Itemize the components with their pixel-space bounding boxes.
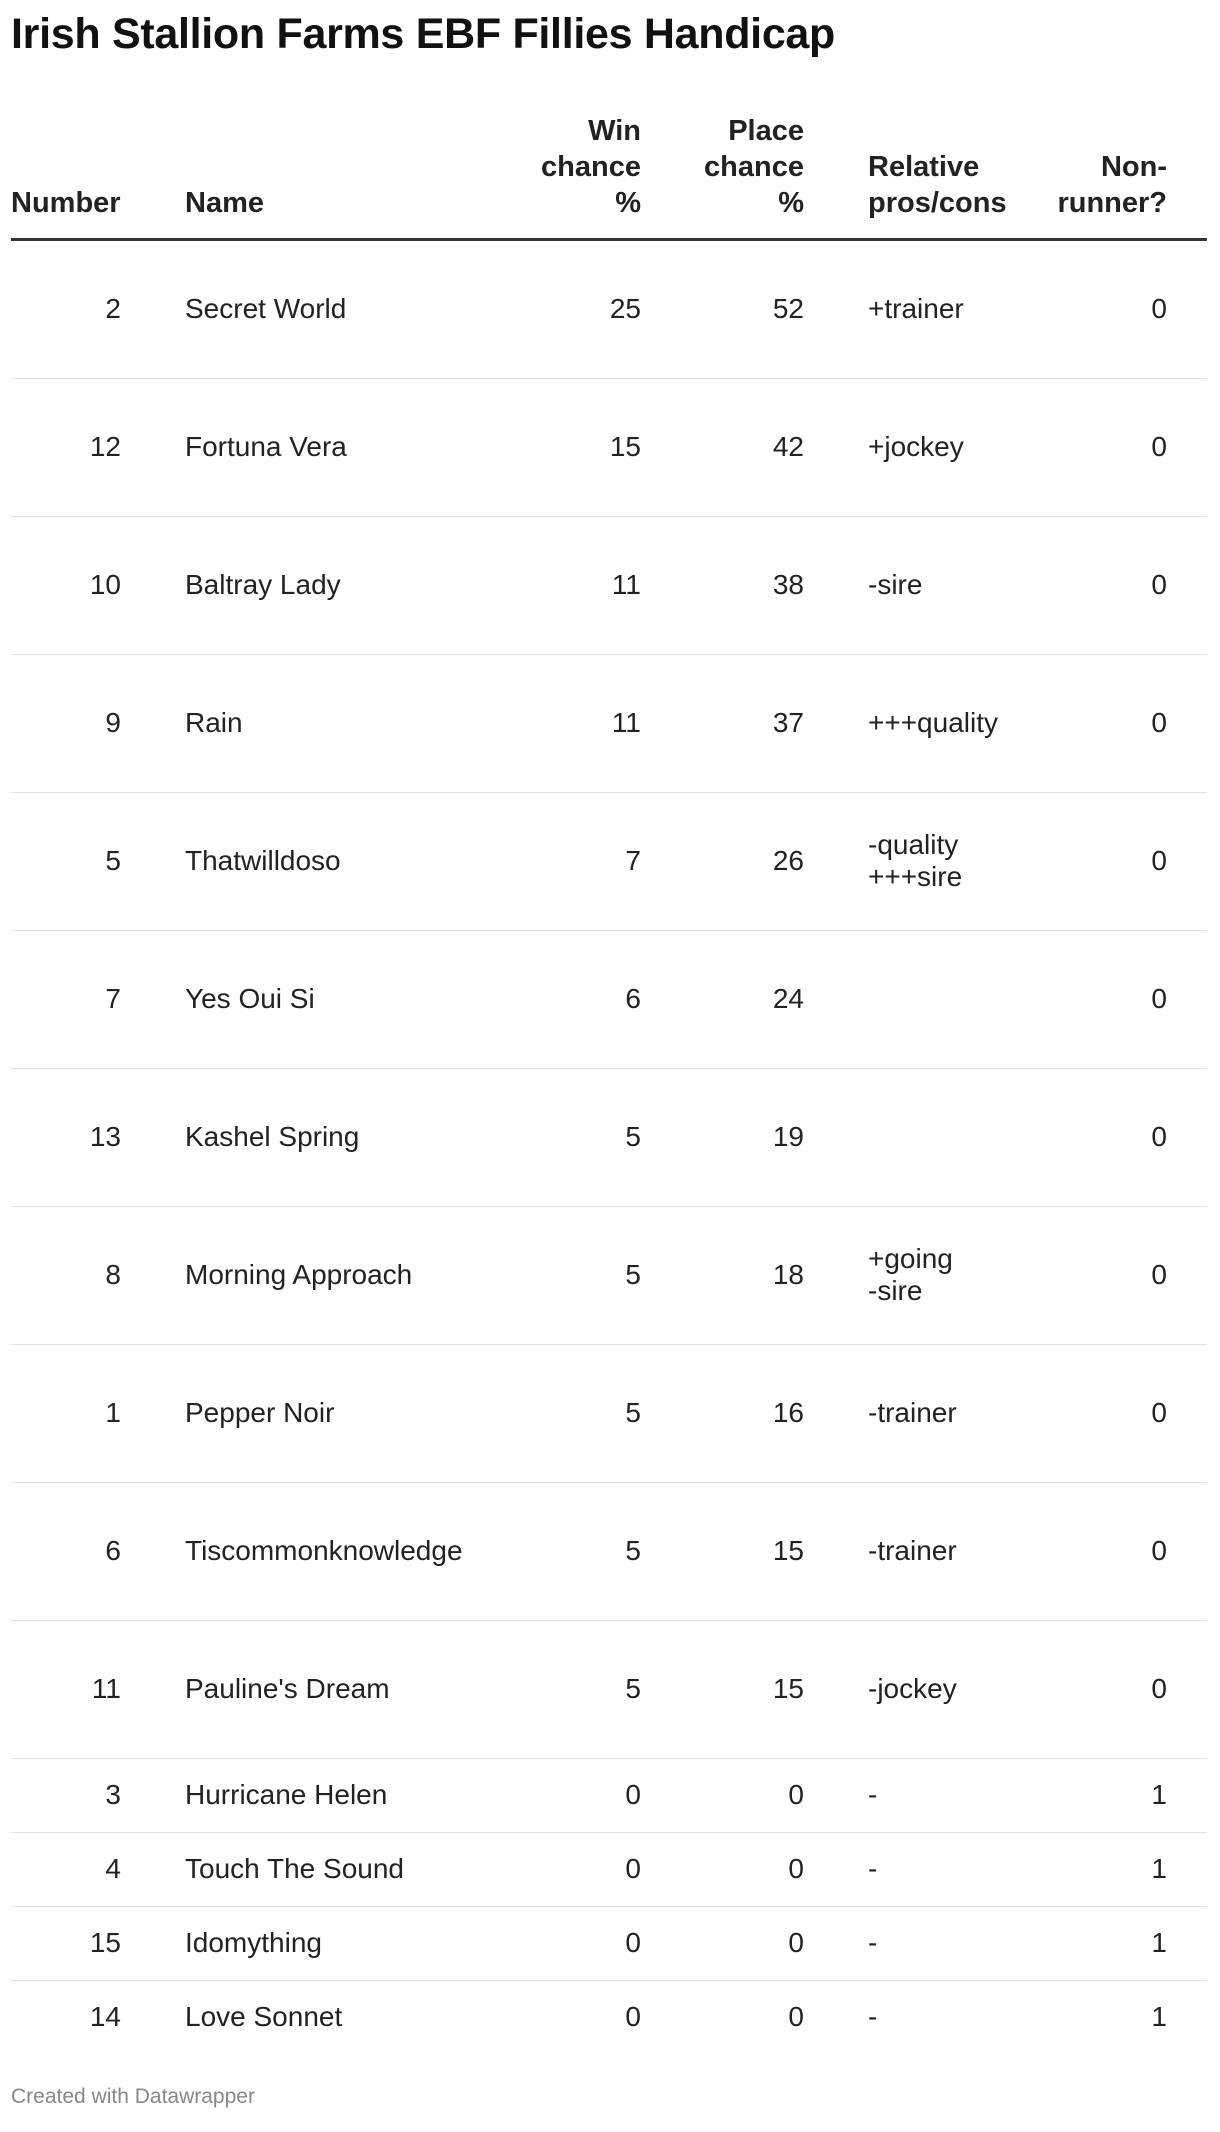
header-label-line: runner? <box>1057 186 1167 219</box>
cell-name: Touch The Sound <box>185 1832 505 1906</box>
cell-non-runner: 1 <box>1045 1758 1167 1832</box>
header-label-line: Win <box>588 114 641 147</box>
cell-pros-cons <box>868 378 1045 516</box>
table-row <box>11 792 1207 930</box>
cell-non-runner: 0 <box>1045 654 1167 792</box>
cell-win-chance: 5 <box>505 1620 641 1758</box>
cell-win-chance: 11 <box>505 516 641 654</box>
header-label-line: chance <box>541 150 641 183</box>
cell-pros-cons <box>868 1832 1045 1906</box>
pros-cons-item: -jockey <box>868 1673 957 1705</box>
cell-number: 14 <box>89 2001 121 2033</box>
pros-cons-item: - <box>868 2001 878 2033</box>
col-header-place-chance[interactable] <box>641 113 804 240</box>
cell-win-chance: 5 <box>505 1482 641 1620</box>
cell-name: Tiscommonknowledge <box>185 1482 505 1620</box>
cell-win-chance: 5 <box>505 1206 641 1344</box>
header-label-line: Non- <box>1100 150 1167 183</box>
cell-name: Yes Oui Si <box>185 930 505 1068</box>
table-row <box>11 1620 1207 1758</box>
cell-place-chance: 52 <box>641 239 804 378</box>
cell-pros-cons <box>868 654 1045 792</box>
cell-place-chance: 15 <box>641 1482 804 1620</box>
runners-table <box>11 113 1207 2054</box>
cell-win-chance: 0 <box>505 1906 641 1980</box>
cell-win-chance: 15 <box>505 378 641 516</box>
cell-win-chance: 11 <box>505 654 641 792</box>
table-body <box>11 239 1207 2054</box>
cell-pros-cons <box>868 1758 1045 1832</box>
cell-non-runner: 0 <box>1045 239 1167 378</box>
cell-place-chance: 18 <box>641 1206 804 1344</box>
pros-cons-item: - <box>868 1779 878 1811</box>
chart-title: Irish Stallion Farms EBF Fillies Handicap <box>11 10 836 58</box>
table-row <box>11 654 1207 792</box>
cell-name: Baltray Lady <box>185 516 505 654</box>
table-row <box>11 1980 1207 2054</box>
table-row <box>11 1068 1207 1206</box>
pros-cons-item: - <box>868 1853 878 1885</box>
cell-name: Idomything <box>185 1906 505 1980</box>
header-label-line: Name <box>185 186 264 219</box>
table-row <box>11 1832 1207 1906</box>
cell-pros-cons <box>868 239 1045 378</box>
pros-cons-item: +++quality <box>868 707 998 739</box>
cell-pros-cons <box>868 1068 1045 1206</box>
col-header-name[interactable] <box>185 113 505 240</box>
pros-cons-item: -trainer <box>868 1397 957 1429</box>
cell-name: Pepper Noir <box>185 1344 505 1482</box>
cell-non-runner: 0 <box>1045 1206 1167 1344</box>
pros-cons-item: +trainer <box>868 293 964 325</box>
cell-number: 7 <box>11 930 121 1068</box>
cell-name: Fortuna Vera <box>185 378 505 516</box>
cell-number: 12 <box>11 378 121 516</box>
cell-number: 6 <box>11 1482 121 1620</box>
cell-name: Hurricane Helen <box>185 1758 505 1832</box>
cell-number: 10 <box>11 516 121 654</box>
cell-place-chance: 0 <box>641 1832 804 1906</box>
table-row <box>11 516 1207 654</box>
cell-non-runner: 1 <box>1151 2001 1167 2033</box>
pros-cons-item: +jockey <box>868 431 964 463</box>
cell-win-chance: 0 <box>505 1758 641 1832</box>
table-row <box>11 1344 1207 1482</box>
cell-place-chance: 24 <box>641 930 804 1068</box>
header-label-line: % <box>778 186 804 219</box>
cell-place-chance: 38 <box>641 516 804 654</box>
cell-pros-cons <box>868 1906 1045 1980</box>
header-label-line: pros/cons <box>868 186 1007 219</box>
pros-cons-item: +++sire <box>868 861 963 893</box>
cell-non-runner: 0 <box>1045 1620 1167 1758</box>
cell-pros-cons <box>868 1206 1045 1344</box>
cell-number: 15 <box>11 1906 121 1980</box>
cell-name: Kashel Spring <box>185 1068 505 1206</box>
cell-non-runner: 0 <box>1045 792 1167 930</box>
cell-name: Secret World <box>185 239 505 378</box>
table-row <box>11 239 1207 378</box>
col-header-number[interactable] <box>11 113 121 240</box>
cell-pros-cons <box>868 1620 1045 1758</box>
cell-place-chance: 16 <box>641 1344 804 1482</box>
cell-place-chance: 0 <box>788 2001 804 2033</box>
header-label-line: Place <box>728 114 804 147</box>
cell-pros-cons <box>868 930 1045 1068</box>
cell-win-chance: 0 <box>625 2001 641 2033</box>
table-row <box>11 1906 1207 1980</box>
cell-number: 5 <box>11 792 121 930</box>
pros-cons-item: -sire <box>868 1275 923 1307</box>
cell-win-chance: 25 <box>505 239 641 378</box>
pros-cons-item: -quality <box>868 829 959 861</box>
header-label-line: Number <box>11 186 121 219</box>
table-row <box>11 1482 1207 1620</box>
cell-place-chance: 26 <box>641 792 804 930</box>
cell-pros-cons <box>868 516 1045 654</box>
cell-number: 2 <box>11 239 121 378</box>
cell-name: Morning Approach <box>185 1206 505 1344</box>
cell-place-chance: 42 <box>641 378 804 516</box>
cell-place-chance: 37 <box>641 654 804 792</box>
cell-place-chance: 0 <box>641 1906 804 1980</box>
cell-name: Thatwilldoso <box>185 792 505 930</box>
table-row <box>11 930 1207 1068</box>
cell-non-runner: 1 <box>1045 1906 1167 1980</box>
cell-place-chance: 19 <box>641 1068 804 1206</box>
col-header-pros-cons[interactable] <box>868 113 1045 240</box>
header-row <box>11 113 1207 240</box>
cell-win-chance: 5 <box>505 1344 641 1482</box>
cell-non-runner: 1 <box>1045 1832 1167 1906</box>
cell-number: 13 <box>11 1068 121 1206</box>
table-row <box>11 378 1207 516</box>
header-label-line: Relative <box>868 150 980 183</box>
cell-non-runner: 0 <box>1045 1482 1167 1620</box>
col-header-win-chance[interactable] <box>505 113 641 240</box>
cell-number: 9 <box>11 654 121 792</box>
cell-number: 8 <box>11 1206 121 1344</box>
cell-non-runner: 0 <box>1045 1344 1167 1482</box>
cell-place-chance: 15 <box>641 1620 804 1758</box>
cell-name: Pauline's Dream <box>185 1620 505 1758</box>
table-row <box>11 1758 1207 1832</box>
cell-non-runner: 0 <box>1045 516 1167 654</box>
cell-win-chance: 0 <box>505 1832 641 1906</box>
cell-non-runner: 0 <box>1045 378 1167 516</box>
cell-win-chance: 5 <box>505 1068 641 1206</box>
cell-win-chance: 7 <box>505 792 641 930</box>
header-label-line: chance <box>704 150 804 183</box>
cell-place-chance: 0 <box>641 1758 804 1832</box>
cell-non-runner: 0 <box>1045 1068 1167 1206</box>
cell-number: 1 <box>11 1344 121 1482</box>
cell-pros-cons <box>868 1980 1045 2054</box>
cell-win-chance: 6 <box>505 930 641 1068</box>
cell-pros-cons <box>868 1344 1045 1482</box>
pros-cons-item: -trainer <box>868 1535 957 1567</box>
pros-cons-item: +going <box>868 1243 953 1275</box>
cell-pros-cons <box>868 792 1045 930</box>
header-label-line: % <box>615 186 641 219</box>
pros-cons-item: - <box>868 1927 878 1959</box>
cell-non-runner: 0 <box>1045 930 1167 1068</box>
cell-number: 3 <box>11 1758 121 1832</box>
table-chart <box>11 0 1207 2054</box>
col-header-non-runner[interactable] <box>1045 113 1167 240</box>
cell-pros-cons <box>868 1482 1045 1620</box>
cell-number: 4 <box>11 1832 121 1906</box>
cell-number: 11 <box>11 1620 121 1758</box>
cell-name: Rain <box>185 654 505 792</box>
cell-name: Love Sonnet <box>185 2001 343 2033</box>
table-row <box>11 1206 1207 1344</box>
pros-cons-item: -sire <box>868 569 923 601</box>
footer-credit: Created with Datawrapper <box>11 2085 255 2108</box>
